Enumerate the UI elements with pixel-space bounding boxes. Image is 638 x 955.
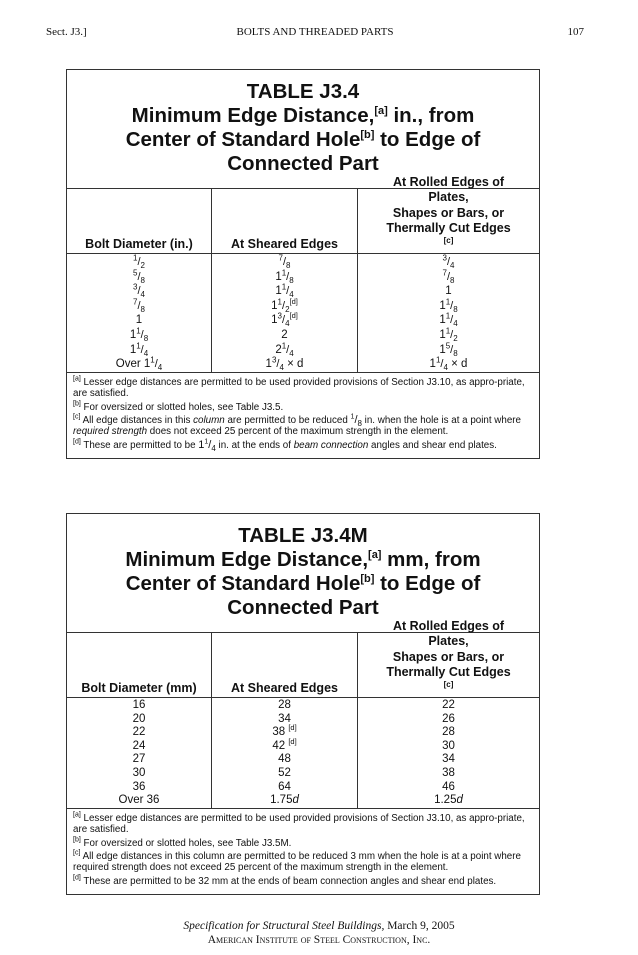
- table-cell: 42 [d]: [272, 736, 297, 752]
- running-head: [46, 26, 584, 42]
- footnote-ref: [c]: [443, 679, 454, 689]
- footnote-ref: [a]: [368, 549, 382, 562]
- table-cell: 28: [442, 726, 455, 739]
- table-cell: $^5/_8$: [133, 267, 145, 285]
- footnote-c: [c] All edge distances in this column are permitted to be reduced $^1/_8$ in. when the hole is at a point where required strength does not exceed 25 percent of the maximum strength in the element.: [73, 413, 521, 438]
- table-cell: 20: [132, 712, 146, 725]
- table-cell: 27: [132, 753, 146, 766]
- table-title: [67, 70, 539, 189]
- table-cell: $1^1/_4 \times d$: [429, 355, 468, 373]
- table-cell: $1^5/_8$: [439, 340, 458, 358]
- chapter-title: BOLTS AND THREADED PARTS: [236, 26, 394, 38]
- table-cell: 48: [278, 753, 291, 766]
- footnote-a: [a] Lesser edge distances are permitted to be used provided provisions of Section J3.10, as appro-priate, are satisfied.: [73, 811, 525, 836]
- table-cell: $1^1/_8$: [129, 326, 149, 344]
- table-cell: $^1/_2$: [133, 253, 145, 271]
- table-cell: 30: [132, 766, 146, 779]
- page-number: 107: [567, 26, 584, 38]
- footnote-ref: [a]: [374, 105, 388, 118]
- title-line: Minimum Edge Distance,[a] in., from: [131, 104, 475, 127]
- column-header: At Sheared Edges: [212, 189, 357, 254]
- table-title: [67, 514, 539, 633]
- table-cell: $^7/_8$: [442, 267, 455, 285]
- column-cells: [358, 254, 539, 372]
- column-header: At Rolled Edges of Plates, Shapes or Bars, or Thermally Cut Edges [c]: [358, 633, 539, 698]
- table-cell: 38: [442, 766, 455, 779]
- table-cell: 28: [278, 699, 291, 711]
- table-cell: 36: [132, 780, 146, 793]
- column-bolt-diameter: [67, 189, 212, 372]
- column-cells: [212, 698, 357, 808]
- column-sheared-edges: [212, 189, 358, 372]
- column-cells: [67, 254, 211, 372]
- column-rolled-edges: [358, 174, 539, 373]
- footnote-ref: [d]: [288, 723, 297, 733]
- footnote-ref: [b]: [360, 573, 375, 586]
- table-cell: $^3/_4$: [133, 282, 145, 300]
- table-cell: $1^1/_4$: [129, 340, 149, 358]
- column-header: Bolt Diameter (in.): [67, 189, 211, 254]
- footnote-ref: [d]: [288, 736, 297, 746]
- table-j3-4m: [66, 513, 540, 895]
- fraction: $^1/_8$: [350, 413, 362, 429]
- table-grid: [67, 618, 539, 808]
- footnote-b: [b] For oversized or slotted holes, see Table J3.5.: [73, 400, 284, 413]
- table-cell: $1^3/_4[d]$: [271, 311, 298, 329]
- table-footnotes: [67, 372, 539, 458]
- column-cells: [358, 698, 539, 808]
- table-cell: 1: [445, 285, 452, 298]
- table-footnotes: [67, 808, 539, 894]
- table-cell: $1^3/_4 \times d$: [265, 355, 304, 373]
- table-cell: 34: [442, 753, 455, 766]
- footnote-ref: [d]: [289, 296, 298, 306]
- table-cell: $^3/_4$: [442, 253, 455, 271]
- table-cell: 24: [132, 739, 146, 752]
- table-cell: 46: [442, 780, 455, 793]
- table-cell: $2^1/_4$: [275, 340, 294, 358]
- table-cell: $1^1/_8$: [275, 267, 294, 285]
- footnote-a: [a] Lesser edge distances are permitted to be used provided provisions of Section J3.10, as appro-priate, are satisfied.: [73, 375, 525, 400]
- column-cells: [67, 698, 211, 808]
- table-j3-4: [66, 69, 540, 459]
- table-cell: 1.75d: [270, 794, 299, 807]
- footnote-c: [c] All edge distances in this column are permitted to be reduced 3 mm when the hole is at a point where required strength does not exceed 25 percent of the maximum strength in the element.: [73, 849, 521, 874]
- table-cell: Over 36: [118, 794, 160, 807]
- title-line: Minimum Edge Distance,[a] mm, from: [125, 548, 481, 571]
- section-label: Sect. J3.]: [46, 26, 87, 38]
- footnote-d: [d] These are permitted to be $1^1/_4$ in. at the ends of beam connection angles and shear end plates.: [73, 438, 497, 453]
- table-cell: 34: [278, 712, 291, 725]
- table-cell: 26: [442, 712, 455, 725]
- column-header: At Sheared Edges: [212, 633, 357, 698]
- table-cell: Over $1^1/_4$: [115, 355, 163, 373]
- table-cell: $1^1/_8$: [439, 297, 458, 314]
- table-cell: $^7/_8$: [133, 297, 145, 314]
- column-rolled-edges: [358, 618, 539, 808]
- footer-publisher: American Institute of Steel Construction, Inc.: [207, 934, 431, 946]
- table-number: TABLE J3.4M: [238, 524, 368, 547]
- table-cell: 30: [442, 739, 455, 752]
- table-cell: $1^1/_4$: [275, 282, 294, 300]
- fraction: $1^1/_4$: [198, 438, 216, 453]
- title-line: Center of Standard Hole[b] to Edge of: [125, 128, 481, 151]
- table-cell: 38 [d]: [272, 723, 297, 739]
- page-footer: [0, 919, 638, 947]
- column-cells: [212, 254, 357, 372]
- title-line: Connected Part: [227, 152, 379, 175]
- column-bolt-diameter: [67, 633, 212, 808]
- table-cell: 22: [442, 699, 455, 711]
- table-cell: 2: [281, 328, 288, 341]
- table-cell: 16: [132, 699, 146, 711]
- footer-citation: Specification for Structural Steel Buildings, March 9, 2005: [183, 920, 455, 932]
- footnote-ref: [d]: [289, 311, 298, 321]
- footnote-ref: [b]: [360, 129, 375, 142]
- table-cell: $1^1/_4$: [439, 311, 458, 329]
- table-cell: 64: [278, 780, 291, 793]
- table-cell: 52: [278, 766, 291, 779]
- footnote-ref: [c]: [443, 235, 454, 245]
- table-cell: 22: [132, 726, 146, 739]
- table-grid: [67, 174, 539, 373]
- table-number: TABLE J3.4: [246, 80, 360, 103]
- column-sheared-edges: [212, 633, 358, 808]
- footnote-b: [b] For oversized or slotted holes, see Table J3.5M.: [73, 836, 292, 849]
- title-line: Connected Part: [227, 596, 379, 619]
- table-cell: 1: [135, 314, 143, 327]
- table-cell: 1.25d: [434, 794, 463, 807]
- table-cell: $1^1/_2$: [439, 326, 458, 344]
- column-header: Bolt Diameter (mm): [67, 633, 211, 698]
- table-cell: $1^1/_2[d]$: [271, 296, 298, 314]
- column-header: At Rolled Edges of Plates, Shapes or Bars, or Thermally Cut Edges [c]: [358, 189, 539, 254]
- title-line: Center of Standard Hole[b] to Edge of: [125, 572, 481, 595]
- table-cell: $^7/_8$: [278, 253, 291, 271]
- footnote-d: [d] These are permitted to be 32 mm at the ends of beam connection angles and shear end plates.: [73, 874, 497, 887]
